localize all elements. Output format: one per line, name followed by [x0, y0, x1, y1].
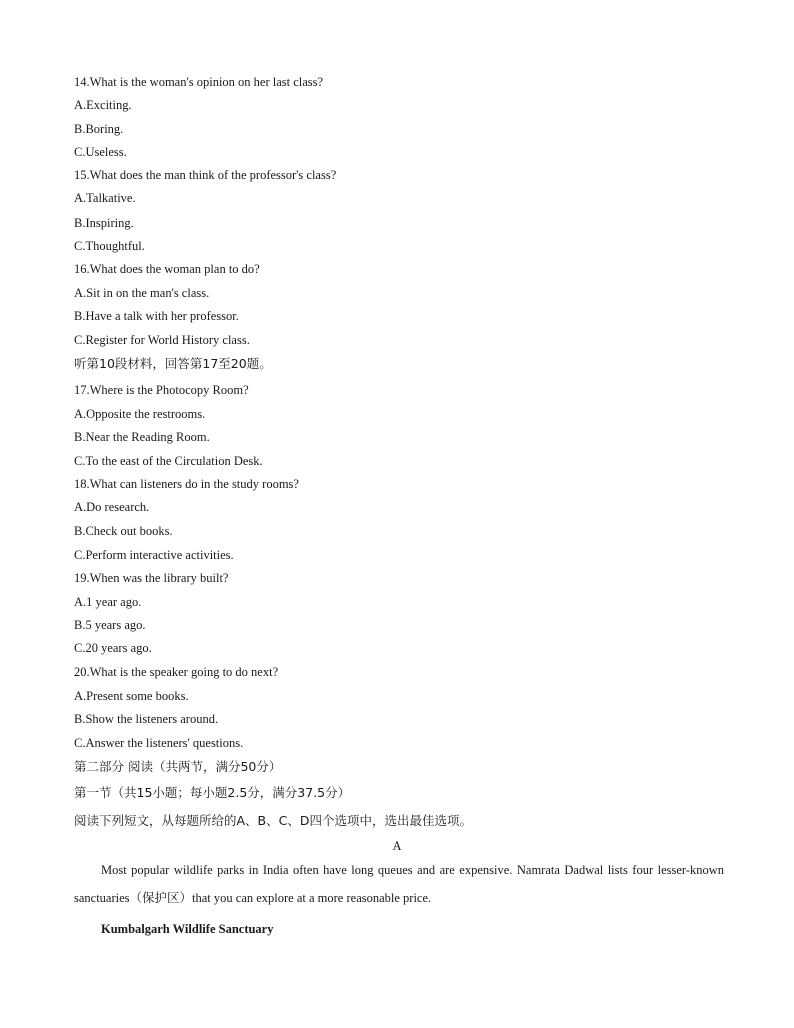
sanctuary-subheading: Kumbalgarh Wildlife Sanctuary [101, 922, 274, 936]
question-20: 20.What is the speaker going to do next? [74, 665, 279, 679]
option-16b: B.Have a talk with her professor. [74, 309, 239, 323]
option-18c: C.Perform interactive activities. [74, 548, 234, 562]
passage-intro-paragraph: Most popular wildlife parks in India often have long queues and are expensive. Namrata Dadwal lists four lesser-known sanctuaries（保护区）that you can explore at a more reasonable price. [74, 863, 724, 905]
question-19: 19.When was the library built? [74, 571, 229, 585]
section-one-heading: 第一节（共15小题；每小题2.5分，满分37.5分） [74, 785, 351, 800]
option-14b: B.Boring. [74, 122, 124, 136]
option-14c: C.Useless. [74, 145, 127, 159]
option-15c: C.Thoughtful. [74, 239, 145, 253]
option-16c: C.Register for World History class. [74, 333, 250, 347]
option-17c: C.To the east of the Circulation Desk. [74, 454, 263, 468]
question-18: 18.What can listeners do in the study rooms? [74, 477, 299, 491]
reading-instruction: 阅读下列短文，从每题所给的A、B、C、D四个选项中，选出最佳选项。 [74, 813, 472, 828]
option-20b: B.Show the listeners around. [74, 712, 219, 726]
option-15b: B.Inspiring. [74, 216, 134, 230]
option-20c: C.Answer the listeners' questions. [74, 736, 244, 750]
option-18a: A.Do research. [74, 500, 150, 514]
question-17: 17.Where is the Photocopy Room? [74, 383, 249, 397]
option-19b: B.5 years ago. [74, 618, 146, 632]
option-15a: A.Talkative. [74, 191, 136, 205]
option-17b: B.Near the Reading Room. [74, 430, 210, 444]
passage-letter: A [392, 839, 402, 853]
option-18b: B.Check out books. [74, 524, 173, 538]
option-20a: A.Present some books. [74, 689, 189, 703]
question-16: 16.What does the woman plan to do? [74, 262, 260, 276]
option-17a: A.Opposite the restrooms. [74, 407, 206, 421]
option-16a: A.Sit in on the man's class. [74, 286, 210, 300]
part-two-heading: 第二部分 阅读（共两节，满分50分） [74, 759, 282, 774]
option-14a: A.Exciting. [74, 98, 132, 112]
option-19c: C.20 years ago. [74, 641, 152, 655]
question-14: 14.What is the woman's opinion on her last class? [74, 75, 324, 89]
question-15: 15.What does the man think of the professor's class? [74, 168, 337, 182]
passage-10-instruction: 听第10段材料，回答第17至20题。 [74, 356, 272, 371]
option-19a: A.1 year ago. [74, 595, 142, 609]
